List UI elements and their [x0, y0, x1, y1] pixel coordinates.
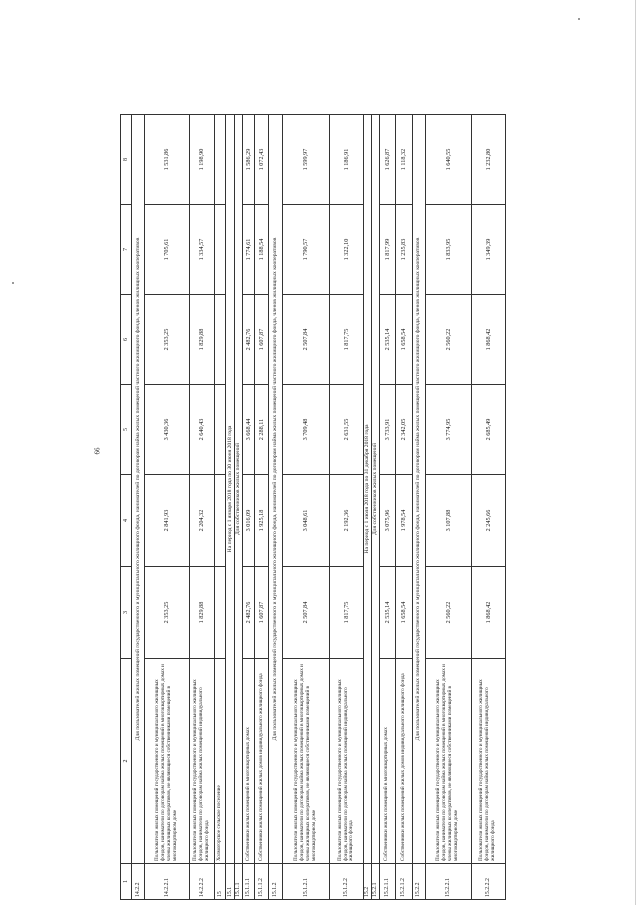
- section-heading: Для пользователей жилых помещений государственного и муниципального жилищного фонда, нанимателей по договорам найма жилых помещений частного жилищного фонда, членов жилищных кооперативов: [269, 115, 283, 864]
- tariff-value-cell: 1 334,57: [190, 205, 215, 295]
- table-row: [235, 115, 243, 900]
- tariff-value-cell: 1 586,29: [243, 115, 255, 205]
- column-number-header: 2: [121, 659, 132, 864]
- tariff-value-cell: 2 507,84: [283, 295, 330, 385]
- table-row: [132, 115, 145, 900]
- tariff-value-cell: 2 204,32: [190, 475, 215, 567]
- tariff-value-cell: 2 507,84: [283, 567, 330, 659]
- row-label: Собственники жилых помещений в многоквартирных домах: [243, 659, 255, 864]
- page-number: 66: [93, 447, 102, 455]
- table-body: [132, 115, 506, 900]
- table-row: [255, 115, 269, 900]
- row-label: Собственники жилых помещений в многоквартирных домах: [379, 659, 395, 864]
- tariff-value-cell: 1 349,39: [471, 205, 505, 295]
- tariff-value-cell: 3 774,95: [425, 385, 471, 475]
- tariff-value-cell: 1 198,90: [190, 115, 215, 205]
- rotated-table-content: [120, 115, 497, 900]
- row-label: Пользователи жилых помещений государственного и муниципального жилищных фондов, наниматели по договорам найма жилых помещений в многоквартирных домах и члены жилищных кооперативов, не являющиеся собственниками помещений в многоквартирном доме: [145, 659, 190, 864]
- tariff-value-cell: 1 072,43: [255, 115, 269, 205]
- tariff-value-cell: 1 774,61: [243, 205, 255, 295]
- table-row: [243, 115, 255, 900]
- section-heading: На период с 1 июля 2018 года по 31 декабря 2018 года: [364, 115, 372, 864]
- row-code: 15.1.2.1: [283, 864, 330, 900]
- tariff-value-cell: 1 817,75: [330, 567, 364, 659]
- row-label: Холмогорское сельское поселение: [215, 659, 226, 864]
- tariff-value-cell: 2 192,36: [330, 475, 364, 567]
- tariff-value-cell: 1 186,91: [330, 115, 364, 205]
- tariff-value-cell: [215, 295, 226, 385]
- tariff-value-cell: 1 626,87: [379, 115, 395, 205]
- row-code: 15: [215, 864, 226, 900]
- tariff-value-cell: 1 658,54: [395, 567, 412, 659]
- column-number-header: 4: [121, 475, 132, 567]
- tariff-value-cell: 2 535,14: [379, 567, 395, 659]
- tariff-value-cell: 1 817,99: [379, 205, 395, 295]
- tariff-value-cell: 1 829,88: [190, 295, 215, 385]
- row-label: Собственники жилых помещений жилых домов индивидуального жилищного фонда: [255, 659, 269, 864]
- table-row: [215, 115, 226, 900]
- tariff-value-cell: 2 288,11: [255, 385, 269, 475]
- tariff-value-cell: [215, 385, 226, 475]
- tariff-value-cell: 1 868,42: [471, 295, 505, 385]
- column-number-header: 7: [121, 205, 132, 295]
- tariff-value-cell: [215, 115, 226, 205]
- tariff-value-cell: 3 048,61: [283, 475, 330, 567]
- section-heading: На период с 1 января 2018 года по 30 июня 2018 года: [226, 115, 235, 864]
- tariff-value-cell: 2 560,22: [425, 567, 471, 659]
- tariff-value-cell: 3 668,44: [243, 385, 255, 475]
- column-number-row: [121, 115, 132, 900]
- tariff-value-cell: 2 560,22: [425, 295, 471, 385]
- table-row: [379, 115, 395, 900]
- scan-speck: [12, 282, 14, 284]
- tariff-value-cell: 1 790,57: [283, 205, 330, 295]
- table-row: [412, 115, 425, 900]
- column-number-header: 3: [121, 567, 132, 659]
- row-code: 15.2.2: [412, 864, 425, 900]
- row-code: 15.1.1: [235, 864, 243, 900]
- row-code: 15.1.2.2: [330, 864, 364, 900]
- tariff-value-cell: 1 235,83: [395, 205, 412, 295]
- tariff-value-cell: 1 658,54: [395, 295, 412, 385]
- row-code: 15.2.2.2: [471, 864, 505, 900]
- tariff-value-cell: 1 705,61: [145, 205, 190, 295]
- tariff-value-cell: 1 531,86: [145, 115, 190, 205]
- tariff-value-cell: 3 016,09: [243, 475, 255, 567]
- tariff-table: [120, 114, 506, 900]
- tariff-value-cell: 3 709,48: [283, 385, 330, 475]
- table-row: [330, 115, 364, 900]
- row-code: 15.1: [226, 864, 235, 900]
- column-number-header: 5: [121, 385, 132, 475]
- table-row: [269, 115, 283, 900]
- tariff-value-cell: 1 607,87: [255, 295, 269, 385]
- tariff-value-cell: 1 978,54: [395, 475, 412, 567]
- tariff-value-cell: 2 245,66: [471, 475, 505, 567]
- row-label: Пользователи жилых помещений государственного и муниципального жилищных фондов, наниматели по договорам найма жилых помещений в многоквартирных домах и члены жилищных кооперативов, не являющиеся собственниками помещений в многоквартирном доме: [283, 659, 330, 864]
- column-number-header: 8: [121, 115, 132, 205]
- tariff-value-cell: 1 868,42: [471, 567, 505, 659]
- row-code: 15.1.2: [269, 864, 283, 900]
- tariff-value-cell: 2 482,76: [243, 295, 255, 385]
- tariff-value-cell: 3 107,88: [425, 475, 471, 567]
- row-label: Пользователи жилых помещений государственного и муниципального жилищных фондов, наниматели по договорам найма жилых помещений в многоквартирных домах и члены жилищных кооперативов, не являющиеся собственниками помещений в многоквартирном доме: [425, 659, 471, 864]
- tariff-value-cell: 1 829,88: [190, 567, 215, 659]
- tariff-value-cell: 2 685,49: [471, 385, 505, 475]
- tariff-value-cell: [215, 475, 226, 567]
- tariff-value-cell: 3 733,91: [379, 385, 395, 475]
- tariff-value-cell: 2 342,05: [395, 385, 412, 475]
- tariff-value-cell: [215, 205, 226, 295]
- row-label: Пользователи жилых помещений государственного и муниципального жилищных фондов, наниматели по договорам найма жилых помещений индивидуального жилищного фонда: [330, 659, 364, 864]
- tariff-value-cell: 1 232,80: [471, 115, 505, 205]
- row-code: 15.1.1.2: [255, 864, 269, 900]
- row-code: 14.2.2.2: [190, 864, 215, 900]
- tariff-value-cell: 2 535,14: [379, 295, 395, 385]
- row-code: 14.2.2: [132, 864, 145, 900]
- row-code: 15.2.2.1: [425, 864, 471, 900]
- row-code: 15.2.1.1: [379, 864, 395, 900]
- row-label: Собственники жилых помещений жилых домов индивидуального жилищного фонда: [395, 659, 412, 864]
- row-code: 15.2.1: [372, 864, 380, 900]
- row-code: 15.2.1.2: [395, 864, 412, 900]
- table-row: [364, 115, 372, 900]
- tariff-value-cell: 3 430,36: [145, 385, 190, 475]
- section-heading: Для пользователей жилых помещений государственного и муниципального жилищного фонда, нанимателей по договорам найма жилых помещений частного жилищного фонда, членов жилищных кооперативов: [412, 115, 425, 864]
- table-row: [372, 115, 380, 900]
- tariff-value-cell: 1 322,10: [330, 205, 364, 295]
- tariff-value-cell: 1 925,18: [255, 475, 269, 567]
- tariff-value-cell: 2 640,43: [190, 385, 215, 475]
- column-number-header: 1: [121, 864, 132, 900]
- tariff-value-cell: [215, 567, 226, 659]
- tariff-value-cell: 2 482,76: [243, 567, 255, 659]
- row-code: 15.1.1.1: [243, 864, 255, 900]
- tariff-value-cell: 3 075,96: [379, 475, 395, 567]
- scan-speck: [578, 18, 580, 20]
- section-heading: Для пользователей жилых помещений государственного и муниципального жилищного фонда, нанимателей по договорам найма жилых помещений частного жилищного фонда, членов жилищных кооперативов: [132, 115, 145, 864]
- table-row: [425, 115, 471, 900]
- tariff-value-cell: 2 353,25: [145, 567, 190, 659]
- table-row: [145, 115, 190, 900]
- column-number-header: 6: [121, 295, 132, 385]
- tariff-value-cell: 1 118,32: [395, 115, 412, 205]
- tariff-value-cell: 1 599,97: [283, 115, 330, 205]
- tariff-value-cell: 2 841,93: [145, 475, 190, 567]
- tariff-value-cell: 1 640,55: [425, 115, 471, 205]
- table-row: [190, 115, 215, 900]
- row-code: 15.2: [364, 864, 372, 900]
- scan-edge-line: [635, 0, 636, 905]
- row-code: 14.2.2.1: [145, 864, 190, 900]
- row-label: Пользователи жилых помещений государственного и муниципального жилищных фондов, наниматели по договорам найма жилых помещений индивидуального жилищного фонда: [471, 659, 505, 864]
- row-label: Пользователи жилых помещений государственного и муниципального жилищных фондов, наниматели по договорам найма жилых помещений индивидуального жилищного фонда: [190, 659, 215, 864]
- tariff-value-cell: 2 631,55: [330, 385, 364, 475]
- tariff-value-cell: 1 817,75: [330, 295, 364, 385]
- tariff-value-cell: 2 353,25: [145, 295, 190, 385]
- rotated-table-frame: [120, 115, 497, 900]
- tariff-value-cell: 1 833,95: [425, 205, 471, 295]
- tariff-value-cell: 1 188,54: [255, 205, 269, 295]
- table-row: [395, 115, 412, 900]
- section-heading: Для собственников жилых помещений: [372, 115, 380, 864]
- tariff-value-cell: 1 607,87: [255, 567, 269, 659]
- section-heading: Для собственников жилых помещений: [235, 115, 243, 864]
- table-row: [226, 115, 235, 900]
- table-row: [471, 115, 505, 900]
- table-row: [283, 115, 330, 900]
